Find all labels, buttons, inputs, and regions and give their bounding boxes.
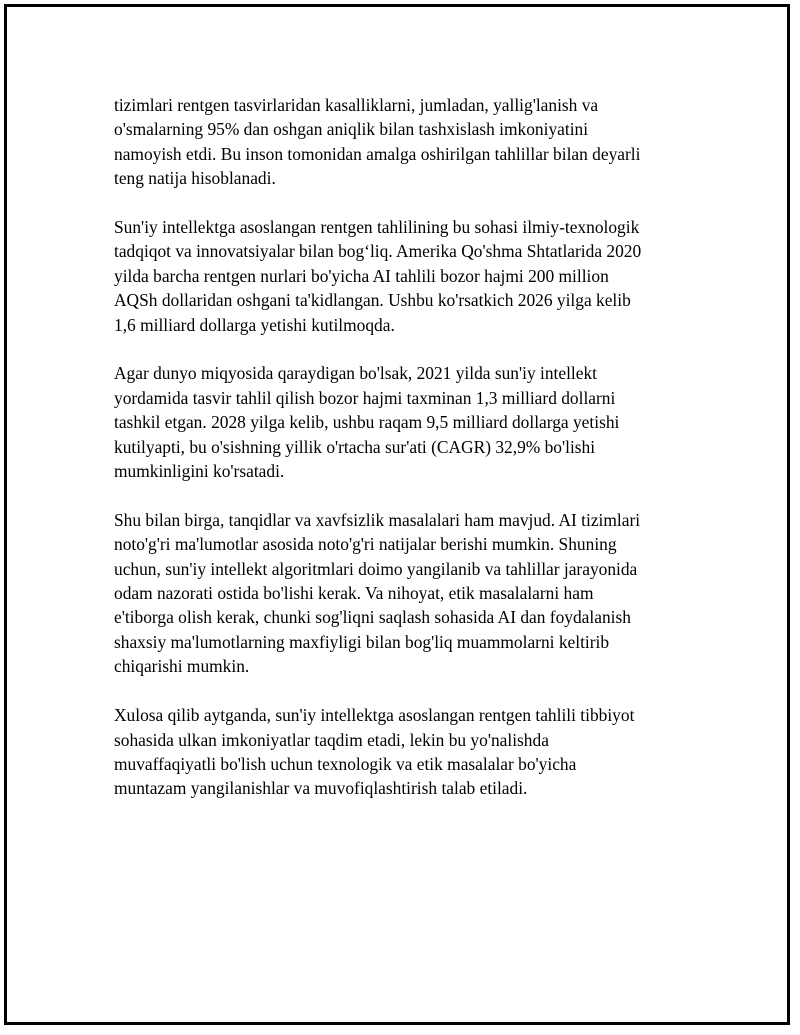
text-line: Sun'iy intellektga asoslangan rentgen tahlilining bu sohasi ilmiy-texnologik bbox=[114, 217, 640, 238]
text-line: yordamida tasvir tahlil qilish bozor hajmi taxminan 1,3 milliard dollarni bbox=[114, 387, 616, 408]
text-line: tizimlari rentgen tasvirlaridan kasalliklarni, jumladan, yallig'lanish va bbox=[114, 95, 599, 115]
paragraph-2 bbox=[114, 215, 684, 337]
paragraph-1 bbox=[114, 93, 684, 191]
text-line: AQSh dollaridan oshgani ta'kidlangan. Ushbu ko'rsatkich 2026 yilga kelib bbox=[114, 290, 631, 311]
text-line: tadqiqot va innovatsiyalar bilan bog‘liq. Amerika Qo'shma Shtatlarida 2020 bbox=[114, 241, 642, 262]
paragraph-5 bbox=[114, 703, 684, 801]
text-line: uchun, sun'iy intellekt algoritmlari doimo yangilanib va tahlillar jarayonida bbox=[114, 558, 638, 579]
text-line: muvaffaqiyatli bo'lish uchun texnologik va etik masalalar bo'yicha bbox=[114, 753, 577, 774]
text-line: Agar dunyo miqyosida qaraydigan bo'lsak, 2021 yilda sun'iy intellekt bbox=[114, 363, 597, 384]
text-line: Shu bilan birga, tanqidlar va xavfsizlik masalalari ham mavjud. AI tizimlari bbox=[114, 509, 641, 530]
text-line: mumkinligini ko'rsatadi. bbox=[114, 461, 285, 482]
text-line: e'tiborga olish kerak, chunki sog'liqni saqlash sohasida AI dan foydalanish bbox=[114, 607, 631, 628]
text-line: tashkil etgan. 2028 yilga kelib, ushbu raqam 9,5 milliard dollarga yetishi bbox=[114, 412, 620, 433]
text-line: teng natija hisoblanadi. bbox=[114, 168, 276, 189]
text-line: sohasida ulkan imkoniyatlar taqdim etadi, lekin bu yo'nalishda bbox=[114, 729, 549, 750]
text-line: o'smalarning 95% dan oshgan aniqlik bilan tashxislash imkoniyatini bbox=[114, 119, 589, 140]
text-line: odam nazorati ostida bo'lishi kerak. Va nihoyat, etik masalalarni ham bbox=[114, 583, 594, 604]
text-line: yilda barcha rentgen nurlari bo'yicha AI tahlili bozor hajmi 200 million bbox=[114, 265, 609, 286]
paragraph-4 bbox=[114, 508, 684, 679]
text-line: namoyish etdi. Bu inson tomonidan amalga oshirilgan tahlillar bilan deyarli bbox=[114, 143, 641, 164]
text-line: kutilyapti, bu o'sishning yillik o'rtacha sur'ati (CAGR) 32,9% bo'lishi bbox=[114, 436, 596, 457]
text-line: muntazam yangilanishlar va muvofiqlashtirish talab etiladi. bbox=[114, 778, 528, 799]
text-line: Xulosa qilib aytganda, sun'iy intellektga asoslangan rentgen tahlili tibbiyot bbox=[114, 705, 635, 726]
document-body bbox=[114, 93, 684, 825]
text-line: noto'g'ri ma'lumotlar asosida noto'g'ri natijalar berishi mumkin. Shuning bbox=[114, 534, 617, 555]
paragraph-3 bbox=[114, 361, 684, 483]
text-line: chiqarishi mumkin. bbox=[114, 656, 250, 677]
text-line: 1,6 milliard dollarga yetishi kutilmoqda. bbox=[114, 314, 395, 335]
text-line: shaxsiy ma'lumotlarning maxfiyligi bilan bog'liq muammolarni keltirib bbox=[114, 631, 610, 652]
